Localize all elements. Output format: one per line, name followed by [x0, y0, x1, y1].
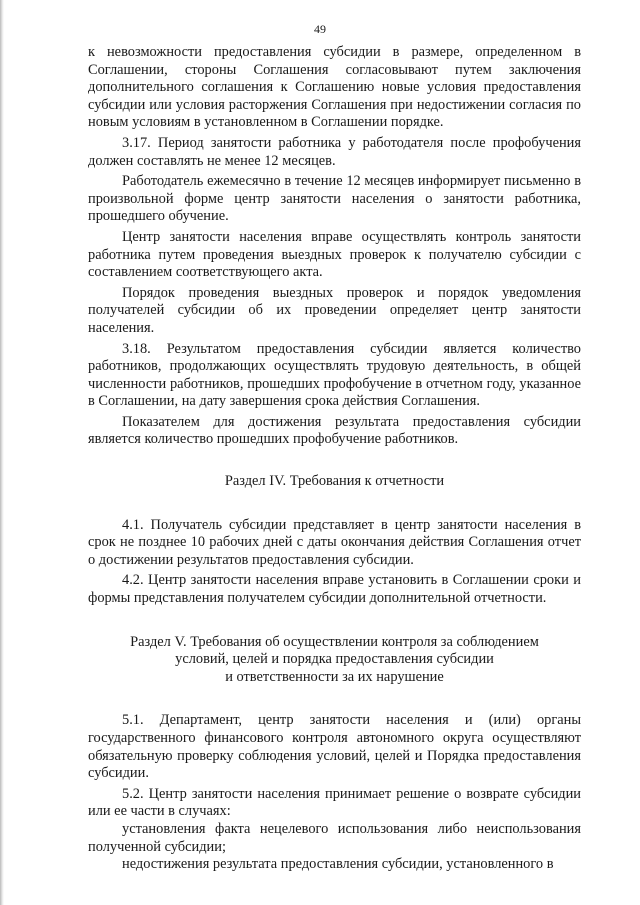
paragraph: 4.1. Получатель субсидии представляет в центр занятости населения в срок не позднее 10 рабочих дней с даты окончания действия Соглашения отчет о достижении результатов предоставления субсидии.: [88, 516, 581, 568]
paragraph: 3.18. Результатом предоставления субсидии является количество работников, продолжающих осуществлять трудовую деятельность, в общей численности работников, прошедших профобучение в отчетном году, указанное в Соглашении, на дату завершения срока действия Соглашения.: [88, 340, 581, 410]
paragraph: недостижения результата предоставления субсидии, установленного в: [122, 856, 554, 873]
section-5-heading-line: условий, целей и порядка предоставления субсидии: [175, 651, 494, 668]
paragraphs-top: [88, 44, 581, 449]
paragraph: Показателем для достижения результата предоставления субсидии является количество прошедших профобучение работников.: [88, 413, 581, 448]
document-body: [88, 44, 581, 874]
section-5-heading-line: Раздел V. Требования об осуществлении контроля за соблюдением: [130, 633, 539, 650]
paragraph: установления факта нецелевого использования либо неиспользования полученной субсидии;: [88, 820, 581, 855]
section-5-heading-line: и ответственности за их нарушение: [225, 668, 444, 685]
section-4-heading: Раздел IV. Требования к отчетности: [224, 473, 445, 490]
paragraph: 4.2. Центр занятости населения вправе установить в Соглашении сроки и формы представления получателем субсидии дополнительной отчетности.: [88, 572, 581, 607]
paragraph: Порядок проведения выездных проверок и порядок уведомления получателей субсидии об их проведении определяет центр занятости населения.: [88, 284, 581, 336]
paragraph: Центр занятости населения вправе осуществлять контроль занятости работника путем проведения выездных проверок к получателю субсидии с составлением соответствующего акта.: [88, 228, 581, 281]
page-number: 49: [314, 22, 326, 36]
paragraphs-section-4: [88, 517, 581, 608]
paragraph: к невозможности предоставления субсидии в размере, определенном в Соглашении, стороны Соглашения согласовывают путем заключения дополнительного соглашения к Соглашению новые условия предоставления субсидии или условия расторжения Соглашения при недостижении согласия по новым условиям в установленном в Соглашении порядке.: [88, 44, 581, 131]
paragraphs-section-5: [88, 712, 581, 873]
scan-edge-shadow: [0, 0, 4, 905]
paragraph: 5.1. Департамент, центр занятости населения и (или) органы государственного финансового контроля автономного округа осуществляют обязательную проверку соблюдения условий, целей и Порядка предоставления субсидии.: [88, 712, 581, 782]
paragraph: 3.17. Период занятости работника у работодателя после профобучения должен составлять не менее 12 месяцев.: [88, 134, 581, 169]
paragraph: 5.2. Центр занятости населения принимает решение о возврате субсидии или ее части в случаях:: [88, 785, 581, 820]
section-5-heading: [88, 634, 581, 687]
paragraph: Работодатель ежемесячно в течение 12 месяцев информирует письменно в произвольной форме центр занятости населения о занятости работника, прошедшего обучение.: [88, 173, 581, 225]
